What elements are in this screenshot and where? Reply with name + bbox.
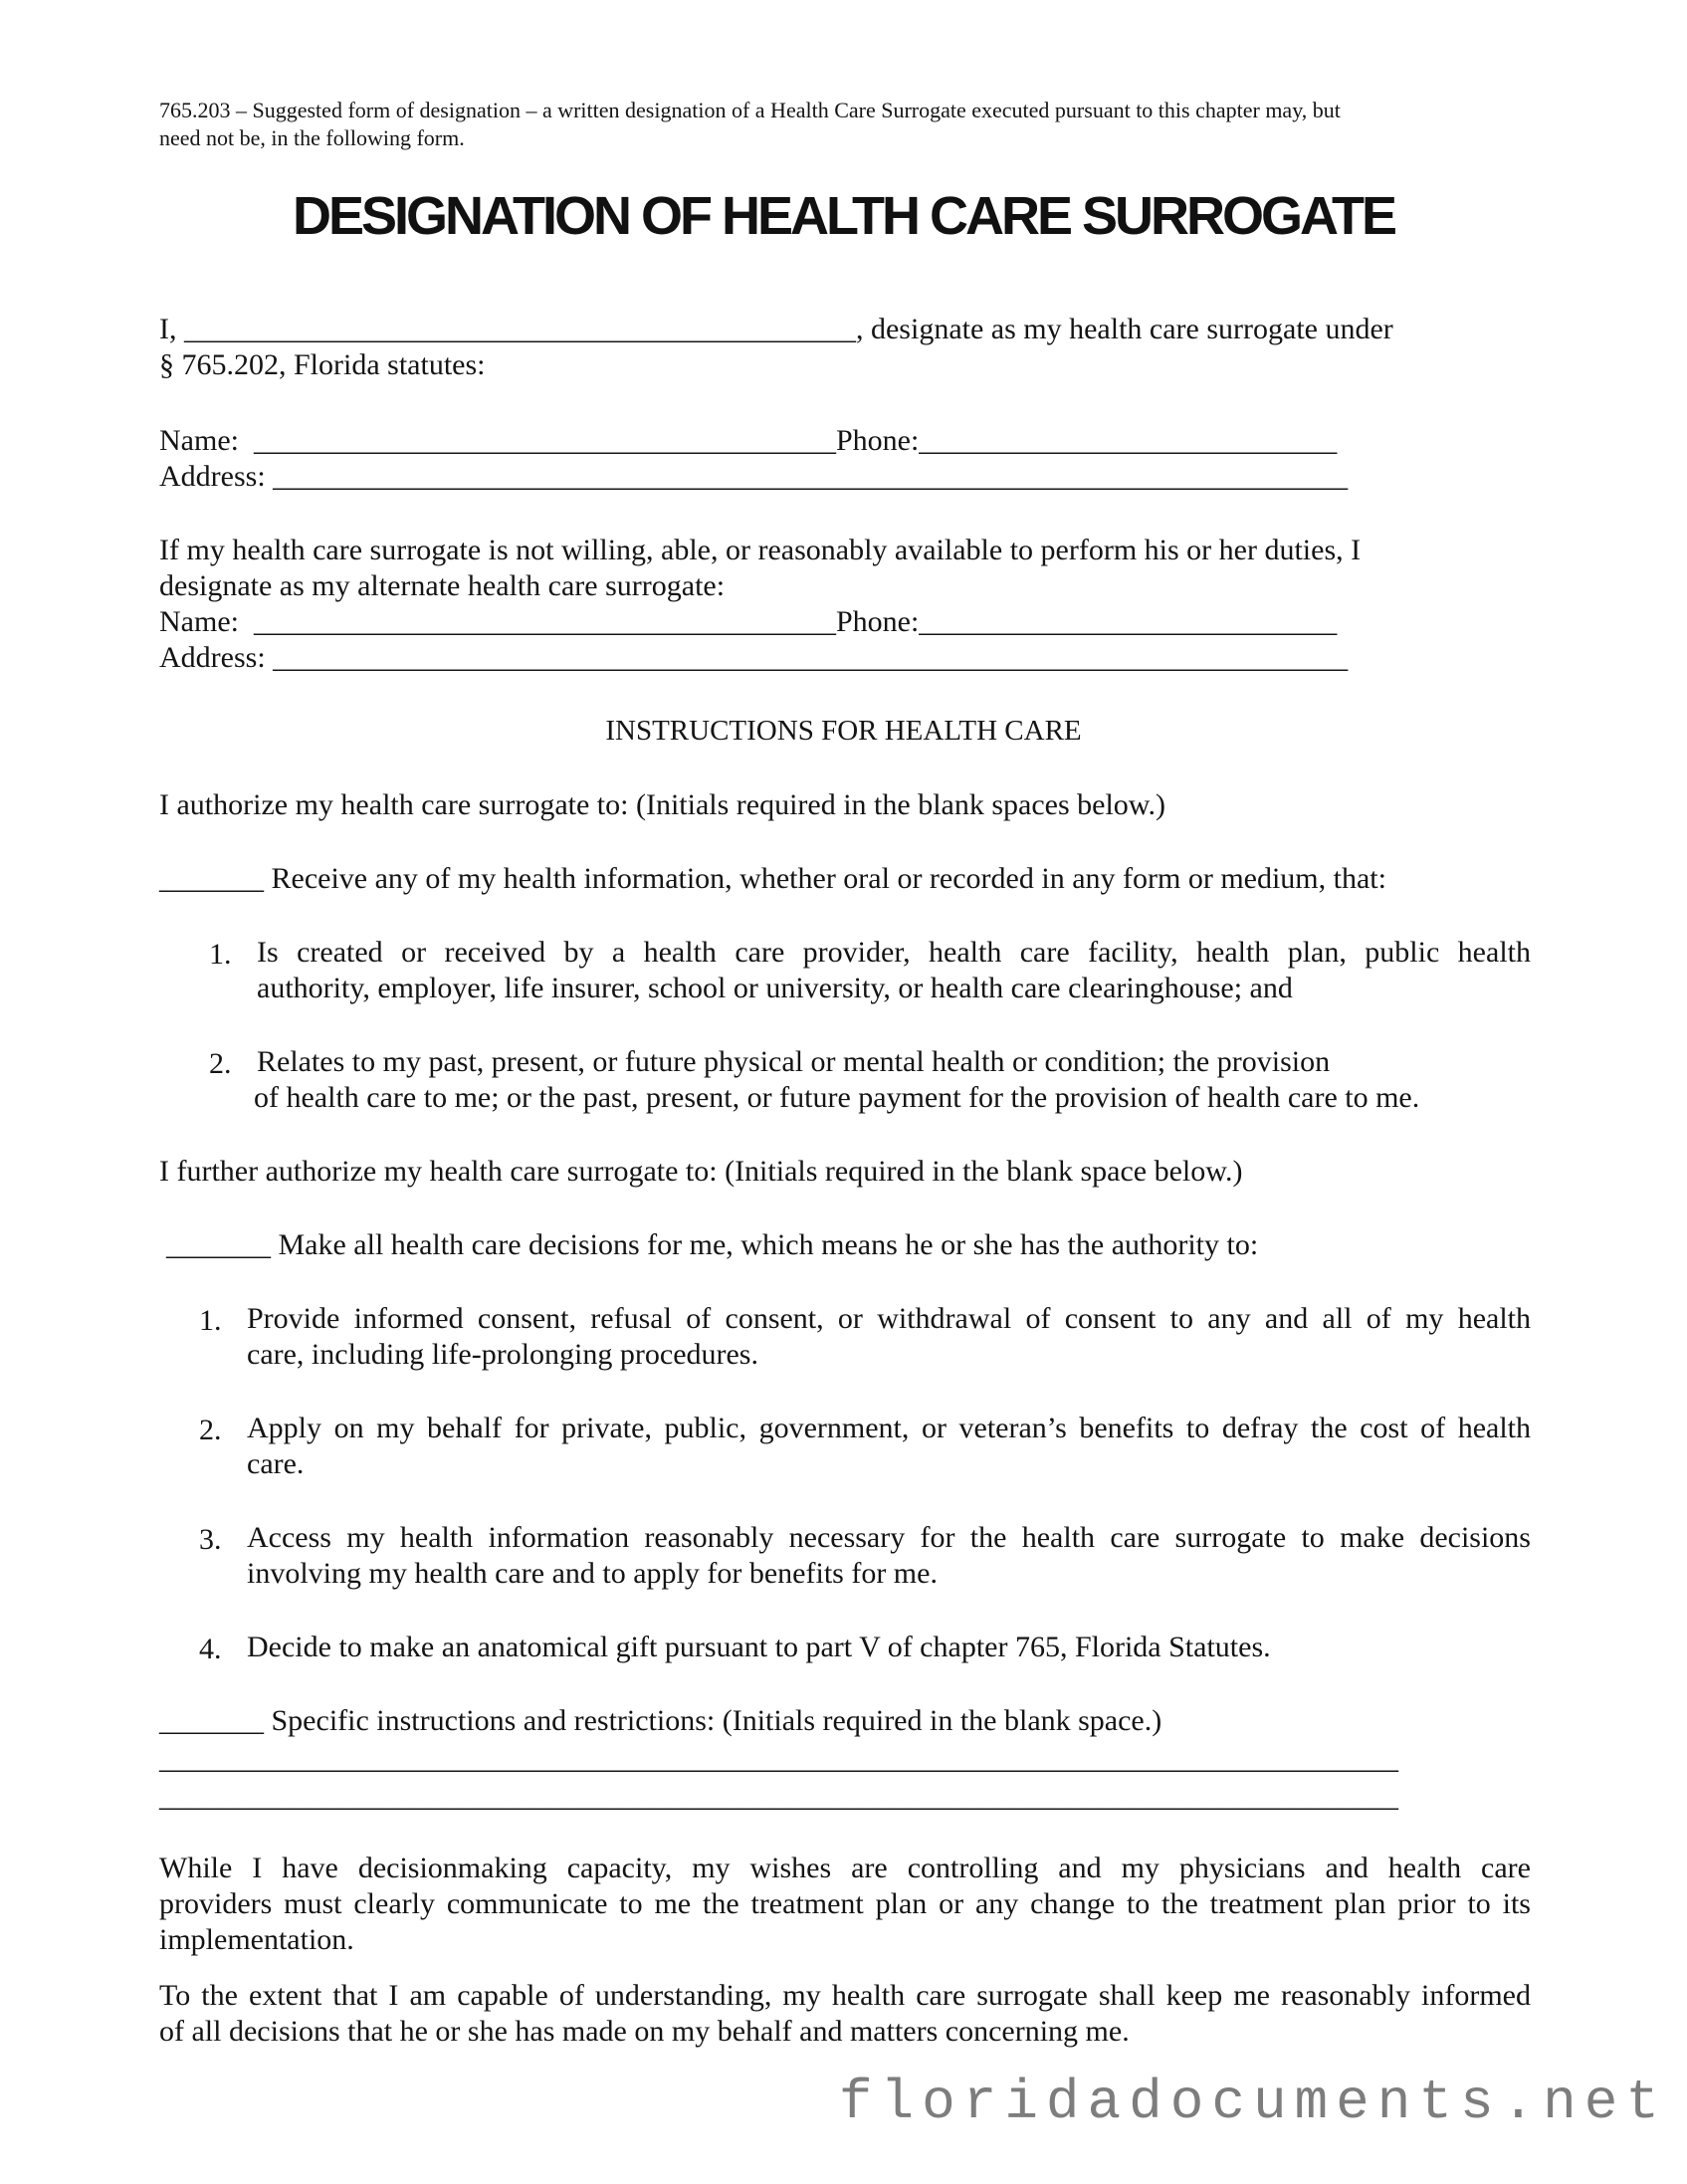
specific-instructions-line: _______ Specific instructions and restrictions: (Initials required in the blank space.) — [159, 1704, 1162, 1737]
decision-item-1-line-1: Provide informed consent, refusal of consent, or withdrawal of consent to any and all of my health — [247, 1302, 1531, 1335]
informed-line-2: of all decisions that he or she has made on my behalf and matters concerning me. — [159, 2015, 1130, 2048]
receive-item-1-line-1: Is created or received by a health care provider, health care facility, health plan, public health — [257, 936, 1531, 969]
wishes-line-2: providers must clearly communicate to me the treatment plan or any change to the treatment plan prior to its — [159, 1887, 1531, 1920]
statute-intro-line-1: 765.203 – Suggested form of designation – a written designation of a Health Care Surrogate executed pursuant to this chapter may, but — [159, 98, 1341, 122]
receive-item-2-line-1: Relates to my past, present, or future physical or mental health or condition; the provision — [257, 1045, 1331, 1078]
decision-item-3-line-2: involving my health care and to apply for benefits for me. — [247, 1557, 938, 1590]
alternate-intro-line-2: designate as my alternate health care surrogate: — [159, 569, 726, 602]
receive-item-2-number: 2. — [209, 1047, 232, 1080]
specific-blank-line-1: ___________________________________________________________________________________ — [159, 1742, 1398, 1775]
alternate-address-line: Address: ________________________________________________________________________ — [159, 641, 1349, 674]
decision-item-2-line-1: Apply on my behalf for private, public, government, or veteran’s benefits to defray the cost of health — [247, 1412, 1531, 1444]
instructions-heading: INSTRUCTIONS FOR HEALTH CARE — [605, 715, 1082, 747]
designation-line-1: I, _____________________________________________, designate as my health care surrogate under — [159, 313, 1393, 345]
wishes-line-3: implementation. — [159, 1923, 354, 1956]
decision-item-2-line-2: care. — [247, 1447, 305, 1480]
decision-item-3-line-1: Access my health information reasonably necessary for the health care surrogate to make decisions — [247, 1521, 1531, 1554]
decision-item-1-line-2: care, including life-prolonging procedures. — [247, 1338, 758, 1371]
receive-item-2-line-2: of health care to me; or the past, present, or future payment for the provision of health care to me. — [254, 1081, 1420, 1114]
alternate-name-phone-line: Name: _______________________________________Phone:____________________________ — [159, 605, 1338, 638]
designation-line-2: § 765.202, Florida statutes: — [159, 348, 486, 381]
decision-item-4-line-1: Decide to make an anatomical gift pursuant to part V of chapter 765, Florida Statutes. — [247, 1631, 1271, 1663]
decision-item-1-number: 1. — [199, 1304, 222, 1337]
primary-name-phone-line: Name: _______________________________________Phone:____________________________ — [159, 424, 1338, 457]
primary-address-line: Address: ________________________________________________________________________ — [159, 460, 1349, 493]
document-title: DESIGNATION OF HEALTH CARE SURROGATE — [293, 186, 1394, 246]
decisions-line: _______ Make all health care decisions for me, which means he or she has the authority to: — [166, 1228, 1259, 1261]
decision-item-4-number: 4. — [199, 1633, 222, 1665]
informed-line-1: To the extent that I am capable of understanding, my health care surrogate shall keep me reasonably informed — [159, 1979, 1531, 2012]
authorize-statement: I authorize my health care surrogate to: (Initials required in the blank spaces below.) — [159, 788, 1166, 821]
receive-info-line: _______ Receive any of my health information, whether oral or recorded in any form or medium, that: — [159, 862, 1386, 895]
receive-item-1-number: 1. — [209, 938, 232, 971]
further-authorize-statement: I further authorize my health care surrogate to: (Initials required in the blank space below.) — [159, 1155, 1243, 1188]
watermark-text: floridadocuments.net — [838, 2071, 1667, 2134]
receive-item-1-line-2: authority, employer, life insurer, school or university, or health care clearinghouse; and — [257, 972, 1293, 1004]
statute-intro-line-2: need not be, in the following form. — [159, 125, 465, 150]
wishes-line-1: While I have decisionmaking capacity, my wishes are controlling and my physicians and health care — [159, 1852, 1531, 1884]
decision-item-2-number: 2. — [199, 1414, 222, 1446]
decision-item-3-number: 3. — [199, 1523, 222, 1556]
alternate-intro-line-1: If my health care surrogate is not willing, able, or reasonably available to perform his or her duties, I — [159, 534, 1362, 566]
specific-blank-line-2: ___________________________________________________________________________________ — [159, 1780, 1398, 1813]
